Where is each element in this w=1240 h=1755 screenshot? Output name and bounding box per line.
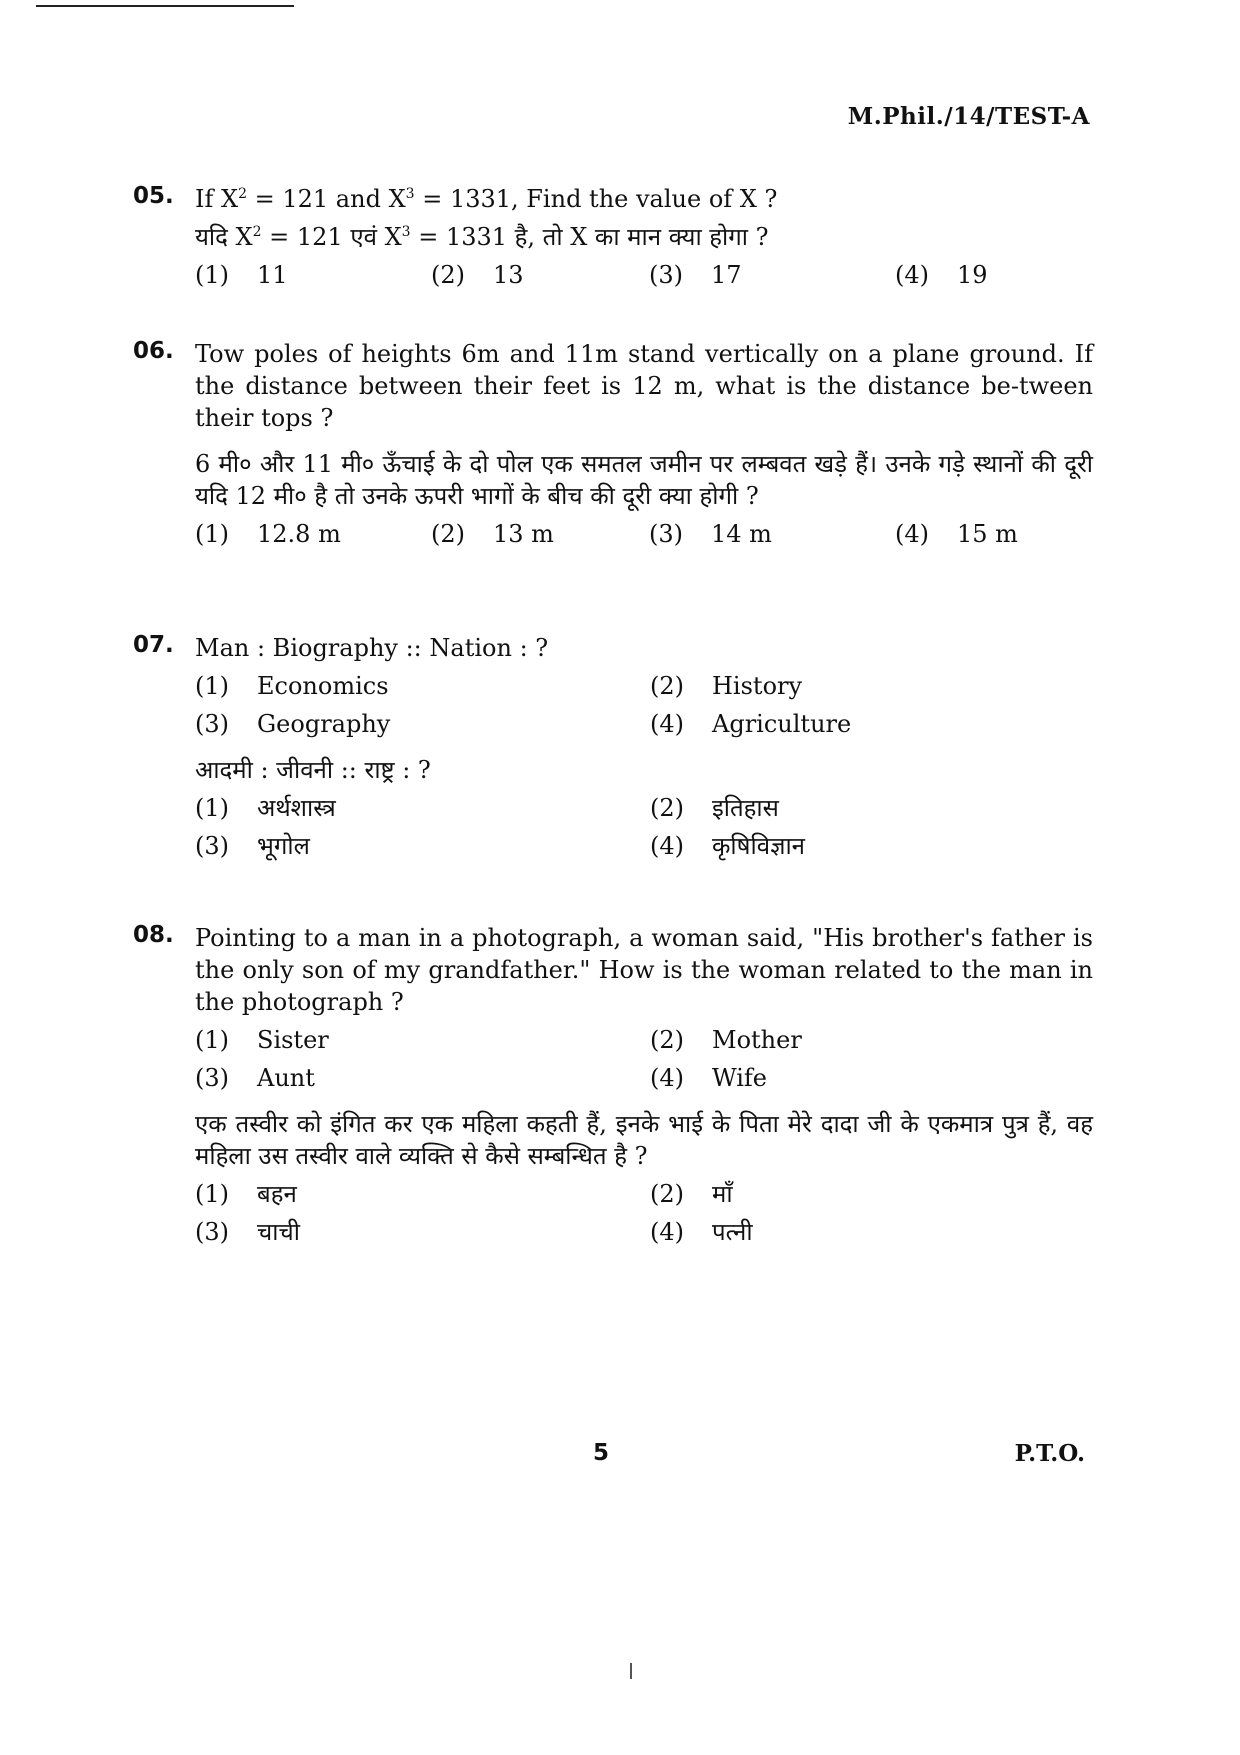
question-07	[133, 632, 1093, 862]
scan-mark	[630, 1663, 632, 1679]
option-4: (4) 15 m	[895, 520, 1018, 548]
question-text-hi: एक तस्वीर को इंगित कर एक महिला कहती हैं, इनके भाई के पिता मेरे दादा जी के एकमात्र पुत्र हैं, वह महिला उस तस्वीर वाले व्यक्ति से कैसे सम्बन्धित है ?	[195, 1110, 1093, 1170]
options-en	[195, 670, 1093, 740]
option-2: (2) 13 m	[431, 520, 554, 548]
please-turn-over: P.T.O.	[1014, 1440, 1085, 1467]
question-08	[133, 922, 1093, 1248]
question-text-en: Tow poles of heights 6m and 11m stand vertically on a plane ground. If the distance between their feet is 12 m, what is the distance be-tween their tops ?	[195, 340, 1093, 432]
option-3: (3) 17	[649, 261, 742, 289]
question-text-en: If $X^2 = 121$ and $X^3 = 1331$, Find the value of X ?	[195, 185, 778, 213]
option-3: (3) चाची	[195, 1218, 300, 1246]
options-hi	[195, 792, 1093, 862]
question-number: 06.	[133, 338, 174, 364]
question-number: 07.	[133, 632, 174, 658]
option-1: (1) बहन	[195, 1180, 297, 1208]
option-4: (4) पत्नी	[650, 1218, 753, 1246]
option-2: (2) 13	[431, 261, 524, 289]
paper-code: M.Phil./14/TEST-A	[847, 103, 1090, 130]
option-4: (4) Agriculture	[650, 710, 852, 738]
options-hi	[195, 1178, 1093, 1248]
option-1: (1) Sister	[195, 1026, 329, 1054]
option-3: (3) भूगोल	[195, 832, 310, 860]
option-3: (3) Aunt	[195, 1064, 315, 1092]
options-en	[195, 1024, 1093, 1094]
option-2: (2) माँ	[650, 1180, 733, 1208]
option-1: (1) Economics	[195, 672, 389, 700]
option-1: (1) अर्थशास्त्र	[195, 794, 336, 822]
question-text-hi: 6 मी० और 11 मी० ऊँचाई के दो पोल एक समतल जमीन पर लम्बवत खड़े हैं। उनके गड़े स्थानों की दूरी यदि 12 मी० है तो उनके ऊपरी भागों के बीच की दूरी क्या होगी ?	[195, 450, 1093, 510]
question-05	[133, 183, 1093, 291]
top-rule	[36, 5, 294, 7]
option-1: (1) 11	[195, 261, 288, 289]
option-3: (3) 14 m	[649, 520, 772, 548]
option-2: (2) इतिहास	[650, 794, 779, 822]
option-4: (4) 19	[895, 261, 988, 289]
option-4: (4) Wife	[650, 1064, 768, 1092]
option-3: (3) Geography	[195, 710, 391, 738]
question-text-en: Pointing to a man in a photograph, a woman said, "His brother's father is the only son of my grandfather." How is the woman related to the man in the photograph ?	[195, 924, 1093, 1016]
option-2: (2) History	[650, 672, 803, 700]
question-text-en: Man : Biography :: Nation : ?	[195, 634, 549, 662]
options	[195, 259, 1093, 291]
option-2: (2) Mother	[650, 1026, 802, 1054]
option-4: (4) कृषिविज्ञान	[650, 832, 805, 860]
question-number: 05.	[133, 183, 174, 209]
question-06	[133, 338, 1093, 550]
question-number: 08.	[133, 922, 174, 948]
options	[195, 518, 1093, 550]
question-text-hi: यदि $X^2 = 121$ एवं $X^3 = 1331$ है, तो X का मान क्या होगा ?	[195, 223, 769, 251]
option-1: (1) 12.8 m	[195, 520, 341, 548]
page-number: 5	[593, 1440, 610, 1466]
question-text-hi: आदमी : जीवनी :: राष्ट्र : ?	[195, 756, 431, 784]
